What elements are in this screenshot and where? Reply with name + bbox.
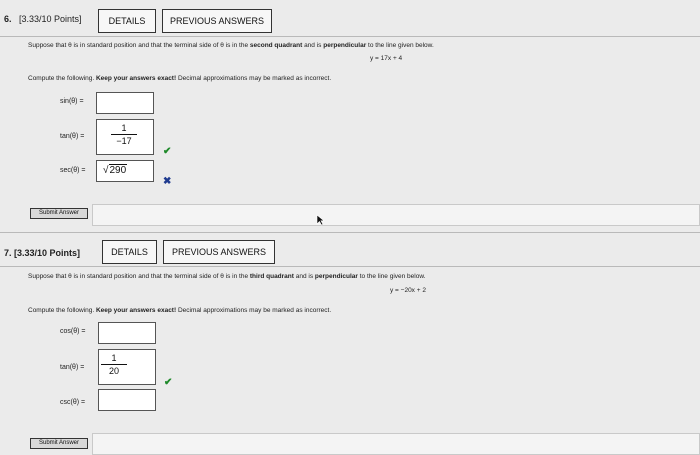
q6-top-divider: [0, 36, 700, 37]
q7-details-button[interactable]: DETAILS: [102, 240, 157, 264]
q6-details-button[interactable]: DETAILS: [98, 9, 156, 33]
q6-submit-answer-button[interactable]: Submit Answer: [30, 208, 88, 219]
q7-csc-label: csc(θ) =: [60, 399, 86, 406]
q6-equation: y = 17x + 4: [370, 55, 403, 62]
q7-cos-label: cos(θ) =: [60, 328, 86, 335]
q7-tan-denominator: 20: [108, 366, 119, 376]
q7-footer-bar: [92, 433, 700, 455]
q7-prompt: Suppose that θ is in standard position and that the terminal side of θ is in the third quadrant and is perpendicular to the line given below.: [28, 273, 426, 280]
q7-points: [3.33/10 Points]: [14, 248, 81, 258]
q6-tan-denominator: −17: [116, 136, 132, 146]
q6-previous-answers-button[interactable]: PREVIOUS ANSWERS: [162, 9, 272, 33]
q7-number: 7.: [4, 248, 12, 258]
q6-sec-label: sec(θ) =: [60, 167, 86, 174]
q7-tan-fraction: [101, 353, 127, 376]
mouse-pointer-icon: [316, 214, 325, 226]
checkmark-icon: ✔: [163, 146, 172, 157]
q7-instructions: Compute the following. Keep your answers exact! Decimal approximations may be marked as incorrect.: [28, 307, 332, 314]
q6-tan-label: tan(θ) =: [60, 133, 85, 140]
q7-cos-input[interactable]: [98, 322, 156, 344]
q6-sec-input[interactable]: [96, 160, 154, 182]
q7-top-divider: [0, 266, 700, 267]
q6-sec-sqrt: √290: [103, 165, 127, 176]
q6-prompt: Suppose that θ is in standard position and that the terminal side of θ is in the second quadrant and is perpendicular to the line given below.: [28, 42, 434, 49]
q6-sin-input[interactable]: [96, 92, 154, 114]
fraction-bar: [111, 134, 137, 135]
q7-equation: y = −20x + 2: [390, 287, 426, 294]
q6-footer-bar: [92, 204, 700, 226]
q7-tan-numerator: 1: [111, 353, 117, 363]
q6-q7-divider: [0, 232, 700, 233]
q6-sin-label: sin(θ) =: [60, 98, 84, 105]
checkmark-icon: ✔: [164, 377, 173, 388]
x-mark-icon: ✖: [163, 176, 172, 187]
q6-number: 6.: [4, 14, 12, 24]
q7-submit-answer-button[interactable]: Submit Answer: [30, 438, 88, 449]
q6-points: [3.33/10 Points]: [19, 14, 82, 24]
q7-tan-input[interactable]: [98, 349, 156, 385]
q7-tan-label: tan(θ) =: [60, 364, 85, 371]
q6-sec-value: 290: [109, 165, 127, 176]
q6-instructions: Compute the following. Keep your answers exact! Decimal approximations may be marked as incorrect.: [28, 75, 332, 82]
q6-tan-fraction: [111, 123, 137, 146]
fraction-bar: [101, 364, 127, 365]
q6-tan-numerator: 1: [121, 123, 127, 133]
q7-csc-input[interactable]: [98, 389, 156, 411]
q6-tan-input[interactable]: [96, 119, 154, 155]
q7-previous-answers-button[interactable]: PREVIOUS ANSWERS: [163, 240, 275, 264]
